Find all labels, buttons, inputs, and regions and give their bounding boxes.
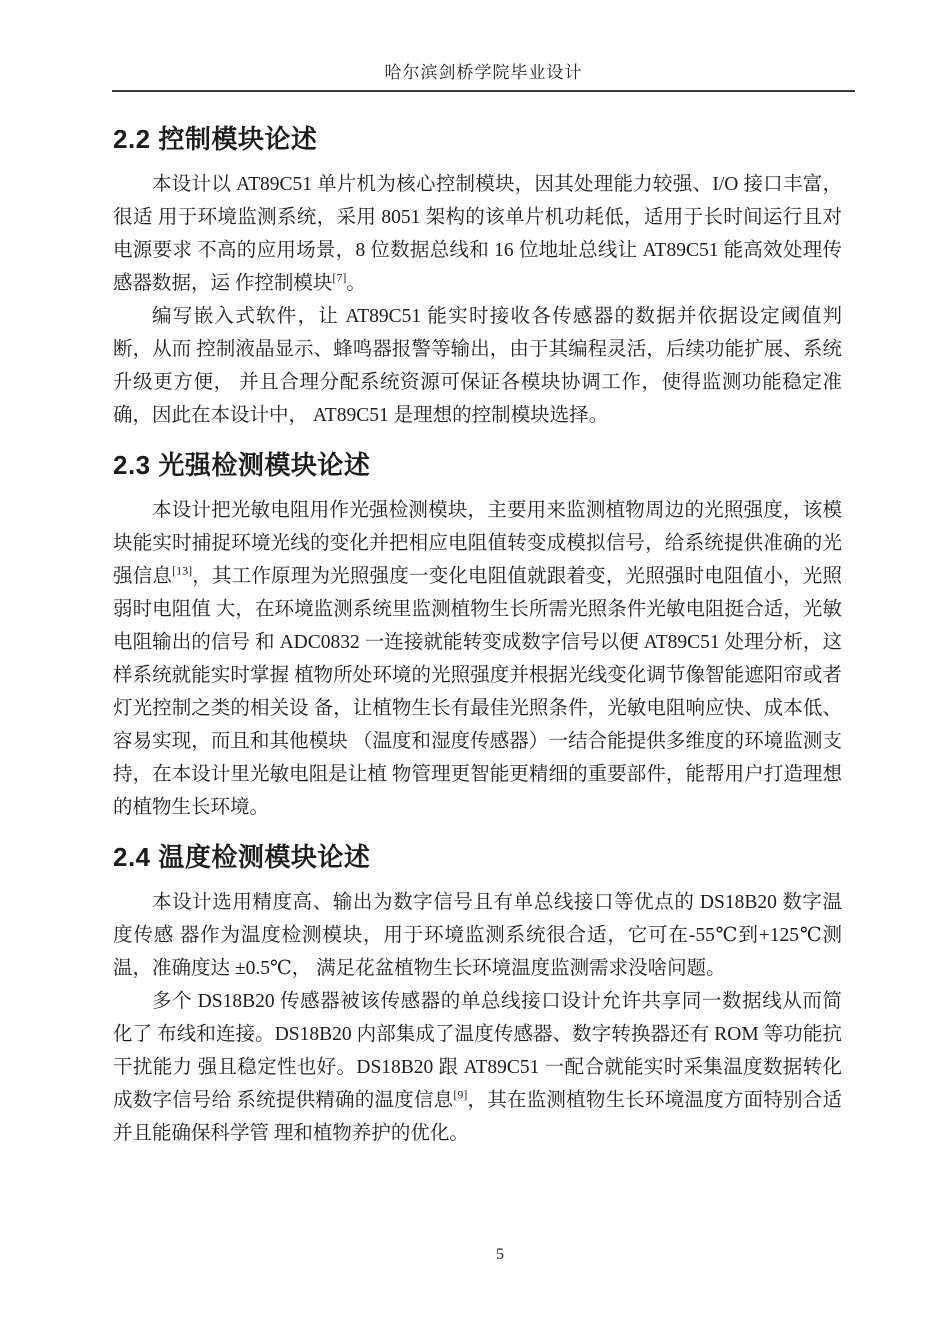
paragraph	[113, 985, 842, 1150]
text-run: ，其在监测植物生长环境温度方面特别合适并且能确保科学管 理和植物养护的优化。	[113, 1090, 842, 1144]
page-number: 5	[496, 1246, 504, 1263]
text-run: 本设计以 AT89C51 单片机为核心控制模块，因其处理能力较强、I/O 接口丰富，很适 用于环境监测系统，采用 8051 架构的该单片机功耗低，适用于长时间运行且对电源要求 不高的应用场景，8 位数据总线和 16 位地址总线让 AT89C51 能高效处理传感器数据，运 作控制模块	[113, 174, 842, 294]
citation-ref: [13]	[172, 563, 193, 578]
section	[113, 839, 842, 1150]
citation-ref: [7]	[332, 270, 347, 285]
section-heading: 2.4 温度检测模块论述	[113, 842, 371, 872]
text-run: ，其工作原理为光照强度一变化电阻值就跟着变，光照强时电阻值小，光照弱时电阻值 大，在环境监测系统里监测植物生长所需光照条件光敏电阻挺合适，光敏电阻输出的信号 和 ADC0832 一连接就能转变成数字信号以便 AT89C51 处理分析，这样系统就能实时掌握 植物所处环境的光照强度并根据光线变化调节像智能遮阳帘或者灯光控制之类的相关设 备，让植物生长有最佳光照条件，光敏电阻响应快、成本低、容易实现，而且和其他模块 （温度和湿度传感器）一结合能提供多维度的环境监测支持，在本设计里光敏电阻是让植 物管理更智能更精细的重要部件，能帮用户打造理想的植物生长环境。	[113, 566, 842, 818]
paragraph	[113, 494, 842, 824]
page-footer	[0, 1246, 950, 1264]
page-header	[112, 58, 855, 92]
text-run: 。	[346, 273, 366, 294]
text-run: 本设计把光敏电阻用作光强检测模块，主要用来监测植物周边的光照强度，该模块能实时捕捉环境光线的变化并把相应电阻值转变成模拟信号，给系统提供准确的光强信息	[113, 500, 842, 587]
section	[113, 447, 842, 824]
text-run: 本设计选用精度高、输出为数字信号且有单总线接口等优点的 DS18B20 数字温度传感 器作为温度检测模块，用于环境监测系统很合适，它可在-55℃到+125℃测温，准确度达 ±0.5℃， 满足花盆植物生长环境温度监测需求没啥问题。	[113, 892, 842, 979]
citation-ref: [9]	[453, 1087, 468, 1102]
section-heading: 2.3 光强检测模块论述	[113, 450, 371, 480]
text-run: 多个 DS18B20 传感器被该传感器的单总线接口设计允许共享同一数据线从而简化了 布线和连接。DS18B20 内部集成了温度传感器、数字转换器还有 ROM 等功能抗干扰能力 强且稳定性也好。DS18B20 跟 AT89C51 一配合就能实时采集温度数据转化成数字信号给 系统提供精确的温度信息	[113, 991, 842, 1111]
section-heading: 2.2 控制模块论述	[113, 124, 318, 154]
section	[113, 121, 842, 432]
header-title: 哈尔滨剑桥学院毕业设计	[384, 63, 583, 82]
text-run: 编写嵌入式软件，让 AT89C51 能实时接收各传感器的数据并依据设定阈值判断，从而 控制液晶显示、蜂鸣器报警等输出，由于其编程灵活，后续功能扩展、系统升级更方便， 并且合理分配系统资源可保证各模块协调工作，使得监测功能稳定准确，因此在本设计中， AT89C51 是理想的控制模块选择。	[113, 306, 842, 426]
document-body	[113, 116, 842, 1150]
paragraph	[113, 168, 842, 300]
paragraph	[113, 300, 842, 432]
paragraph	[113, 886, 842, 985]
